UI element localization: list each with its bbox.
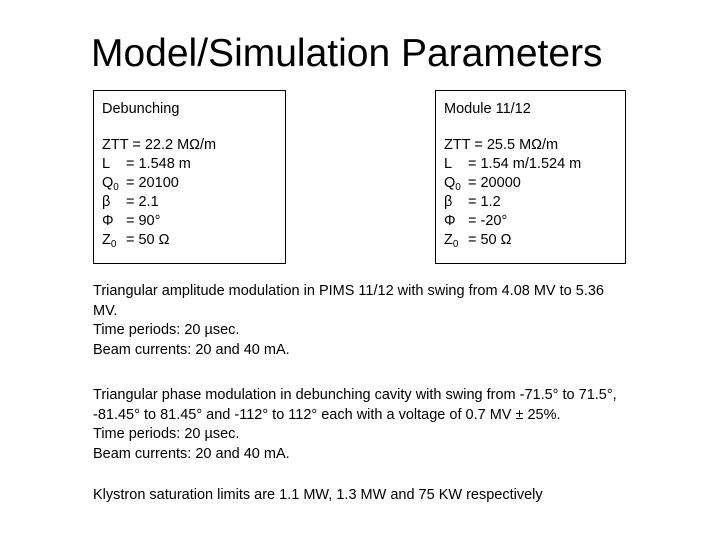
param-symbol: L <box>102 156 111 172</box>
paragraph-line: -81.45° to 81.45° and -112° to 112° each with a voltage of 0.7 MV ± 25%. <box>93 406 561 423</box>
param-symbol: Q <box>444 175 456 191</box>
param-subscript: 0 <box>452 239 459 250</box>
param-symbol: L <box>444 156 453 172</box>
debunching-heading: Debunching <box>102 101 180 117</box>
param-subscript: 0 <box>110 239 117 250</box>
param-line-z0 <box>444 231 617 250</box>
param-value: = 25.5 MΩ/m <box>474 137 559 153</box>
param-line-length <box>444 155 617 174</box>
param-value: = 1.548 m <box>126 156 191 172</box>
param-line-q0 <box>444 174 617 193</box>
param-symbol: Φ <box>102 213 114 229</box>
param-value: = 22.2 MΩ/m <box>132 137 217 153</box>
slide-title: Model/Simulation Parameters <box>91 32 603 75</box>
paragraph-line: Time periods: 20 µsec. <box>93 322 240 339</box>
debunching-parameters-box <box>93 90 286 264</box>
amplitude-modulation-paragraph <box>93 282 693 360</box>
paragraph-line: Time periods: 20 µsec. <box>93 426 240 443</box>
param-value: = 50 Ω <box>126 232 170 248</box>
param-symbol: Z <box>102 232 111 248</box>
param-line-ztt <box>444 136 617 155</box>
param-line-q0 <box>102 174 277 193</box>
module-parameters-box <box>435 90 626 264</box>
param-symbol: ZTT <box>444 137 471 153</box>
param-subscript: 0 <box>113 182 119 193</box>
param-subscript: 0 <box>455 182 461 193</box>
paragraph-line: Triangular phase modulation in debunching cavity with swing from -71.5° to 71.5°, <box>93 387 617 403</box>
paragraph-line: MV. <box>93 302 118 319</box>
param-symbol: ZTT <box>102 137 129 153</box>
param-value: = 20100 <box>126 175 179 191</box>
param-line-phi <box>444 212 617 231</box>
param-value: = 50 Ω <box>468 232 512 248</box>
klystron-limits-paragraph <box>93 486 693 506</box>
paragraph-line: Beam currents: 20 and 40 mA. <box>93 445 290 462</box>
param-value: = -20° <box>468 213 508 229</box>
param-value: = 1.54 m/1.524 m <box>468 156 582 172</box>
param-line-beta <box>102 193 277 212</box>
param-line-z0 <box>102 231 277 250</box>
param-value: = 90° <box>126 213 161 229</box>
param-value: = 20000 <box>468 175 521 191</box>
param-symbol: β <box>102 194 111 210</box>
param-line-ztt <box>102 136 277 155</box>
param-symbol: Φ <box>444 213 456 229</box>
param-line-length <box>102 155 277 174</box>
param-symbol: Q <box>102 175 114 191</box>
param-value: = 1.2 <box>468 194 501 210</box>
paragraph-line: Beam currents: 20 and 40 mA. <box>93 341 290 358</box>
phase-modulation-paragraph <box>93 386 693 464</box>
paragraph-line: Klystron saturation limits are 1.1 MW, 1.3 MW and 75 KW respectively <box>93 487 543 503</box>
param-line-beta <box>444 193 617 212</box>
param-value: = 2.1 <box>126 194 159 210</box>
module-heading: Module 11/12 <box>444 101 531 117</box>
param-line-phi <box>102 212 277 231</box>
param-symbol: Z <box>444 232 453 248</box>
param-symbol: β <box>444 194 453 210</box>
paragraph-line: Triangular amplitude modulation in PIMS 11/12 with swing from 4.08 MV to 5.36 <box>93 283 604 299</box>
